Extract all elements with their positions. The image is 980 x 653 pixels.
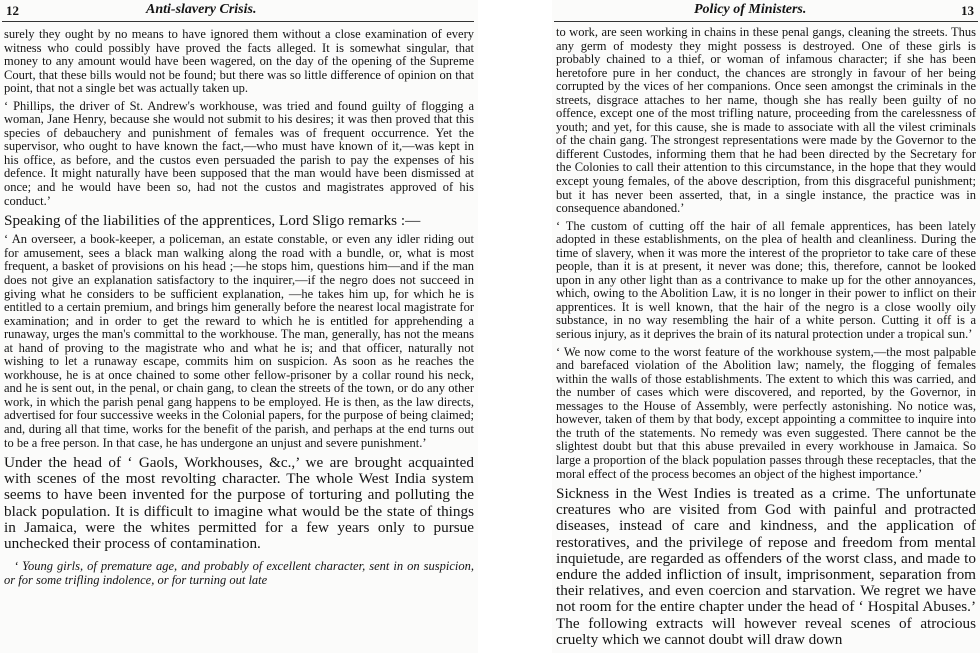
running-head-right: Policy of Ministers. [694, 2, 807, 17]
paragraph: Speaking of the liabilities of the apprentices, Lord Sligo remarks :— [4, 212, 421, 230]
running-head-left: Anti-slavery Crisis. [146, 2, 257, 17]
paragraph: Sickness in the West Indies is treated as a crime. The unfortunate creatures who are visited from God with painful and protracted diseases, instead of care and kindness, and the application of restoratives, and the privilege of repose and freedom from mental inquietude, are regarded as offenders of the worst class, and made to endure the added infliction of insult, imprisonment, separation from their relatives, and even coercion and starvation. We regret we have not room for the entire chapter under the head of ‘ Hospital Abuses.’ The following extracts will however reveal scenes of atrocious cruelty which we cannot doubt will draw down [556, 485, 976, 648]
paragraph: Under the head of ‘ Gaols, Workhouses, &c.,’ we are brought acquainted with scenes of the most revolting character. The whole West India system seems to have been invented for the purpose of torturing and polluting the black population. It is difficult to imagine what would be the state of things in Jamaica, were the whites permitted for a few years only to pursue unchecked their process of contamination. [4, 454, 474, 553]
right-page-body [552, 26, 980, 648]
quote-paragraph: ‘ The custom of cutting off the hair of all female apprentices, has been lately adopted in these establishments, on the plea of health and cleanliness. During the time of slavery, when it was more the interest of the proprietor to take care of these people, than it is at present, it never was done; this, therefore, cannot be looked upon in any other light than as a contrivance to make up for the other annoyances, which, owing to the Abolition Law, it is no longer in their power to inflict on their apprentices. It is well known, that the hair of the negro is a close woolly oily substance, in no way resembling the hair of a white person. Cutting it off is a serious injury, as it deprives the brain of its natural protection under a tropical sun.’ [556, 218, 976, 342]
book-gutter [478, 0, 552, 653]
quote-paragraph: to work, are seen working in chains in these penal gangs, cleaning the streets. Thus any germ of modesty they might possess is destroyed. One of these girls is probably chained to a thief, or woman of infamous character; if she has been heretofore pure in her conduct, the chances are strongly in favour of her being corrupted by the vices of her companions. Once seen amongst the criminals in the streets, disgrace attaches to her name, though she has really been guilty of no offence, except one of the most trifling nature, proceeding from the carelessness of youth; and yet, for this cause, she is made to associate with all the vilest criminals of the chain gang. The strongest representations were made by the Governor to the different Custodes, informing them that he had been directed by the Secretary for the Colonies to call their attention to this circumstance, in the hope that they would except young females, of the above description, from this disgraceful punishment; but it has never been asserted, that, in a single instance, the practice was in consequence abandoned.’ [556, 25, 976, 216]
paragraph: surely they ought by no means to have ignored them without a close examination of every witness who could possibly have proved the facts alleged. It is somewhat singular, that money to any amount would have been wagered, on the day of the opening of the Supreme Court, that these bills would not be found; but there was so little difference of opinion on that point, that not a single bet was actually taken up. [4, 27, 474, 96]
quote-paragraph: ‘ Phillips, the driver of St. Andrew's workhouse, was tried and found guilty of flogging a woman, Jane Henry, because she would not submit to his desires; it was then proved that this species of debauchery and punishment of females was of frequent occurrence. Yet the supervisor, who ought to have known the fact,—who must have known of it,—was kept in his office, as before, and the custos even persuaded the parish to pay the expenses of his defence. It might naturally have been supposed that the man would have been dismissed at once; and he would have been so, had not the custos and magistrates approved of his conduct.’ [4, 98, 474, 208]
quote-paragraph: ‘ We now come to the worst feature of the workhouse system,—the most palpable and barefaced violation of the Abolition law; namely, the flogging of females within the walls of those establishments. The extent to which this was carried, and the number of cases which were discovered, and reported, by the Governor, in messages to the House of Assembly, were perfectly astonishing. No notice was, however, taken of them by that body, except appointing a committee to inquire into the truth of the statements. No remedy was even suggested. There cannot be the slightest doubt but that this abuse prevailed in every workhouse in Jamaica. So large a proportion of the black population passes through these receptacles, that the moral effect of the process becomes an object of the highest importance.’ [556, 344, 976, 481]
page-number-right: 13 [961, 3, 974, 18]
left-page-body [0, 28, 478, 587]
quote-paragraph: ‘ An overseer, a book-keeper, a policeman, an estate constable, or even any idler riding out for amusement, sees a black man walking along the road with a bundle, or, what is most frequent, a basket of provisions on his head ;—he stops him, questions him—and if the man does not give an explanation satisfactory to the inquirer,—if the negro does not succeed in giving what he considers to be sufficient explanation, —he takes him up, for which he is entitled to a certain premium, and brings him generally before the nearest local magistrate for examination; and in order to get the reward to which he is entitled for apprehending a runaway, urges the man's committal to the workhouse. The man, generally, has not the means at hand of proving to the magistrate who and what he is; and that officer, naturally not wishing to let a runaway escape, commits him on suspicion. As soon as he reaches the workhouse, he is at once chained to some other fellow-prisoner by a collar round his neck, and he is sent out, in the penal, or chain gang, to clean the streets of the town, or do any other work, in which the parish penal gang happens to be employed. He is then, as the law directs, advertised for four successive weeks in the Colonial papers, for the purpose of being claimed; and, during all that time, works for the benefit of the parish, and perhaps at the end turns out to be a free person. In that case, he has undergone an unjust and severe punishment.’ [4, 232, 474, 450]
left-page [0, 0, 478, 653]
quote-paragraph: ‘ Young girls, of premature age, and probably of excellent character, sent in on suspicion, or for some trifling indolence, or for turning out late [4, 559, 474, 587]
header-rule-right [554, 21, 978, 22]
right-page [552, 0, 980, 653]
page-number-left: 12 [6, 3, 19, 18]
header-rule-left [2, 21, 474, 22]
